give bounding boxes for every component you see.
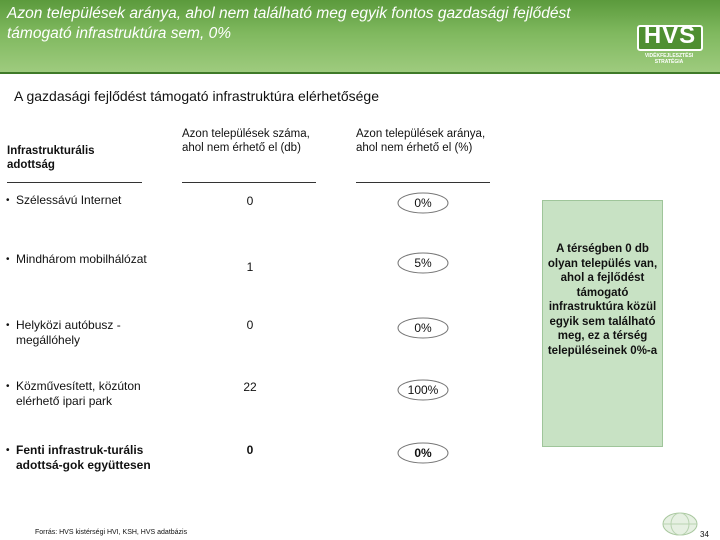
row-percent: 100%	[407, 383, 439, 397]
bullet-icon: •	[6, 381, 10, 392]
source-footnote: Forrás: HVS kistérségi HVI, KSH, HVS adatbázis	[35, 529, 188, 536]
row-count: 0	[246, 194, 254, 208]
logo-text: HVS	[643, 22, 697, 49]
row-count: 0	[246, 443, 254, 457]
summary-text: A térségben 0 db olyan település van, ahol a fejlődést támogató infrastruktúra közül egyik sem található meg, ez a térség településeinek 0%-a	[547, 243, 658, 357]
bullet-icon: •	[6, 254, 10, 265]
row-label-text: Szélessávú Internet	[16, 193, 122, 207]
column-header-percent: Azon települések aránya, ahol nem érhető el (%)	[356, 128, 486, 154]
row-percent: 0%	[414, 196, 432, 210]
row-count: 0	[246, 318, 254, 332]
header-divider	[182, 182, 316, 183]
globe-logo-icon	[660, 508, 700, 538]
row-percent-badge	[397, 317, 449, 339]
row-count: 1	[246, 260, 254, 274]
row-label-text: Mindhárom mobilhálózat	[16, 252, 147, 266]
row-label-text: Közművesített, közúton elérhető ipari park	[16, 379, 141, 408]
header-divider	[356, 182, 490, 183]
bullet-icon: •	[6, 195, 10, 206]
bullet-icon: •	[6, 445, 10, 456]
logo-subtext: VIDÉKFEJLESZTÉSI STRATÉGIA	[644, 53, 694, 65]
row-label-text: Fenti infrastruk-turális adottsá-gok együttesen	[16, 443, 151, 472]
table-row-label	[6, 379, 166, 409]
table-row-label	[6, 318, 166, 348]
bullet-icon: •	[6, 320, 10, 331]
section-subtitle: A gazdasági fejlődést támogató infrastruktúra elérhetősége	[14, 88, 380, 104]
row-percent-badge	[397, 379, 449, 401]
table-row-label	[6, 193, 166, 208]
row-percent: 5%	[414, 256, 432, 270]
row-percent-badge	[397, 442, 449, 464]
row-percent: 0%	[414, 446, 432, 460]
row-label-text: Helyközi autóbusz -megállóhely	[16, 318, 121, 347]
row-percent-badge	[397, 192, 449, 214]
row-count: 22	[243, 380, 257, 394]
table-row-label	[6, 443, 166, 473]
table-row-label	[6, 252, 166, 267]
page-title: Azon települések aránya, ahol nem található meg egyik fontos gazdasági fejlődést támogató infrastruktúra sem, 0%	[7, 5, 571, 42]
hvs-logo	[633, 15, 705, 65]
row-percent: 0%	[414, 321, 432, 335]
column-header-count: Azon települések száma, ahol nem érhető el (db)	[182, 128, 310, 154]
page-number: 34	[700, 530, 709, 539]
header-divider	[7, 182, 142, 183]
row-percent-badge	[397, 252, 449, 274]
column-header-adottsag: Infrastrukturális adottság	[7, 145, 95, 171]
